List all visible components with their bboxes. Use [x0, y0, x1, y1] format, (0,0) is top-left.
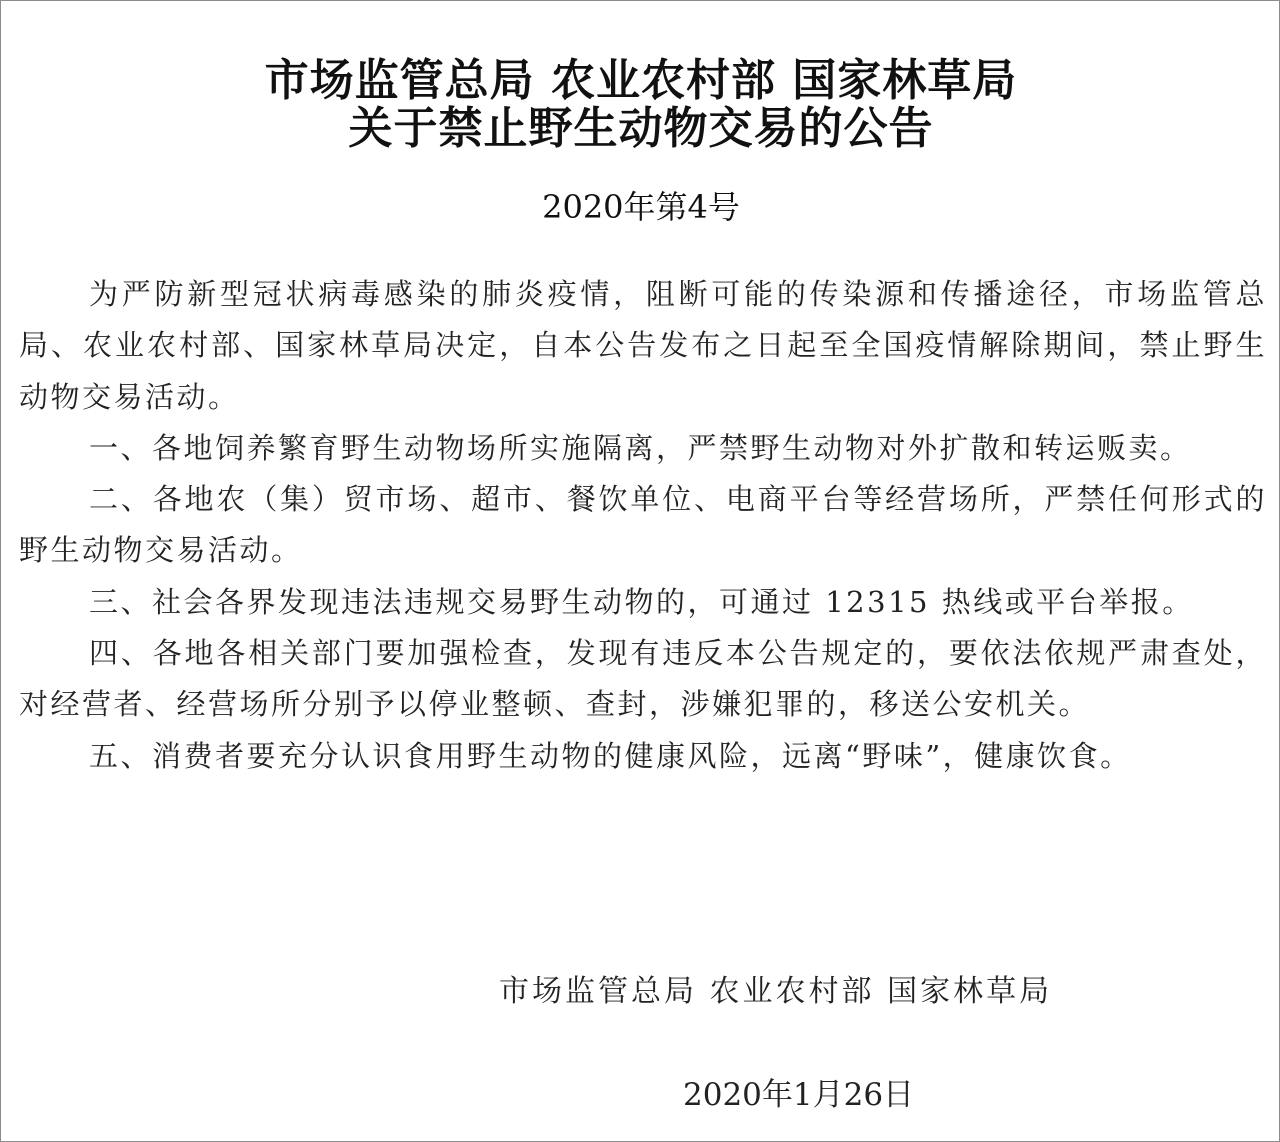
paragraph-item-3: 三、社会各界发现违法违规交易野生动物的，可通过 12315 热线或平台举报。	[89, 584, 1194, 619]
paragraph-item-5: 五、消费者要充分认识食用野生动物的健康风险，远离“野味”，健康饮食。	[89, 738, 1132, 773]
document-body	[19, 269, 1267, 782]
title-line-2: 关于禁止野生动物交易的公告	[348, 103, 934, 154]
document-number: 2020年第4号	[542, 188, 740, 226]
title-line-1: 市场监管总局 农业农村部 国家林草局	[264, 55, 1018, 106]
paragraph-item-2: 二、各地农（集）贸市场、超市、餐饮单位、电商平台等经营场所，严禁任何形式的野生动物交易活动。	[19, 482, 1267, 568]
paragraph-item-4: 四、各地各相关部门要加强检查，发现有违反本公告规定的，要依法依规严肃查处，对经营者、经营场所分别予以停业整顿、查封，涉嫌犯罪的，移送公安机关。	[19, 636, 1267, 722]
signature-issuers: 市场监管总局 农业农村部 国家林草局	[499, 974, 1053, 1009]
paragraph-intro: 为严防新型冠状病毒感染的肺炎疫情，阻断可能的传染源和传播途径，市场监管总局、农业农村部、国家林草局决定，自本公告发布之日起至全国疫情解除期间，禁止野生动物交易活动。	[19, 277, 1267, 414]
signature-date: 2020年1月26日	[683, 1077, 915, 1113]
paragraph-item-1: 一、各地饲养繁育野生动物场所实施隔离，严禁野生动物对外扩散和转运贩卖。	[89, 430, 1192, 465]
